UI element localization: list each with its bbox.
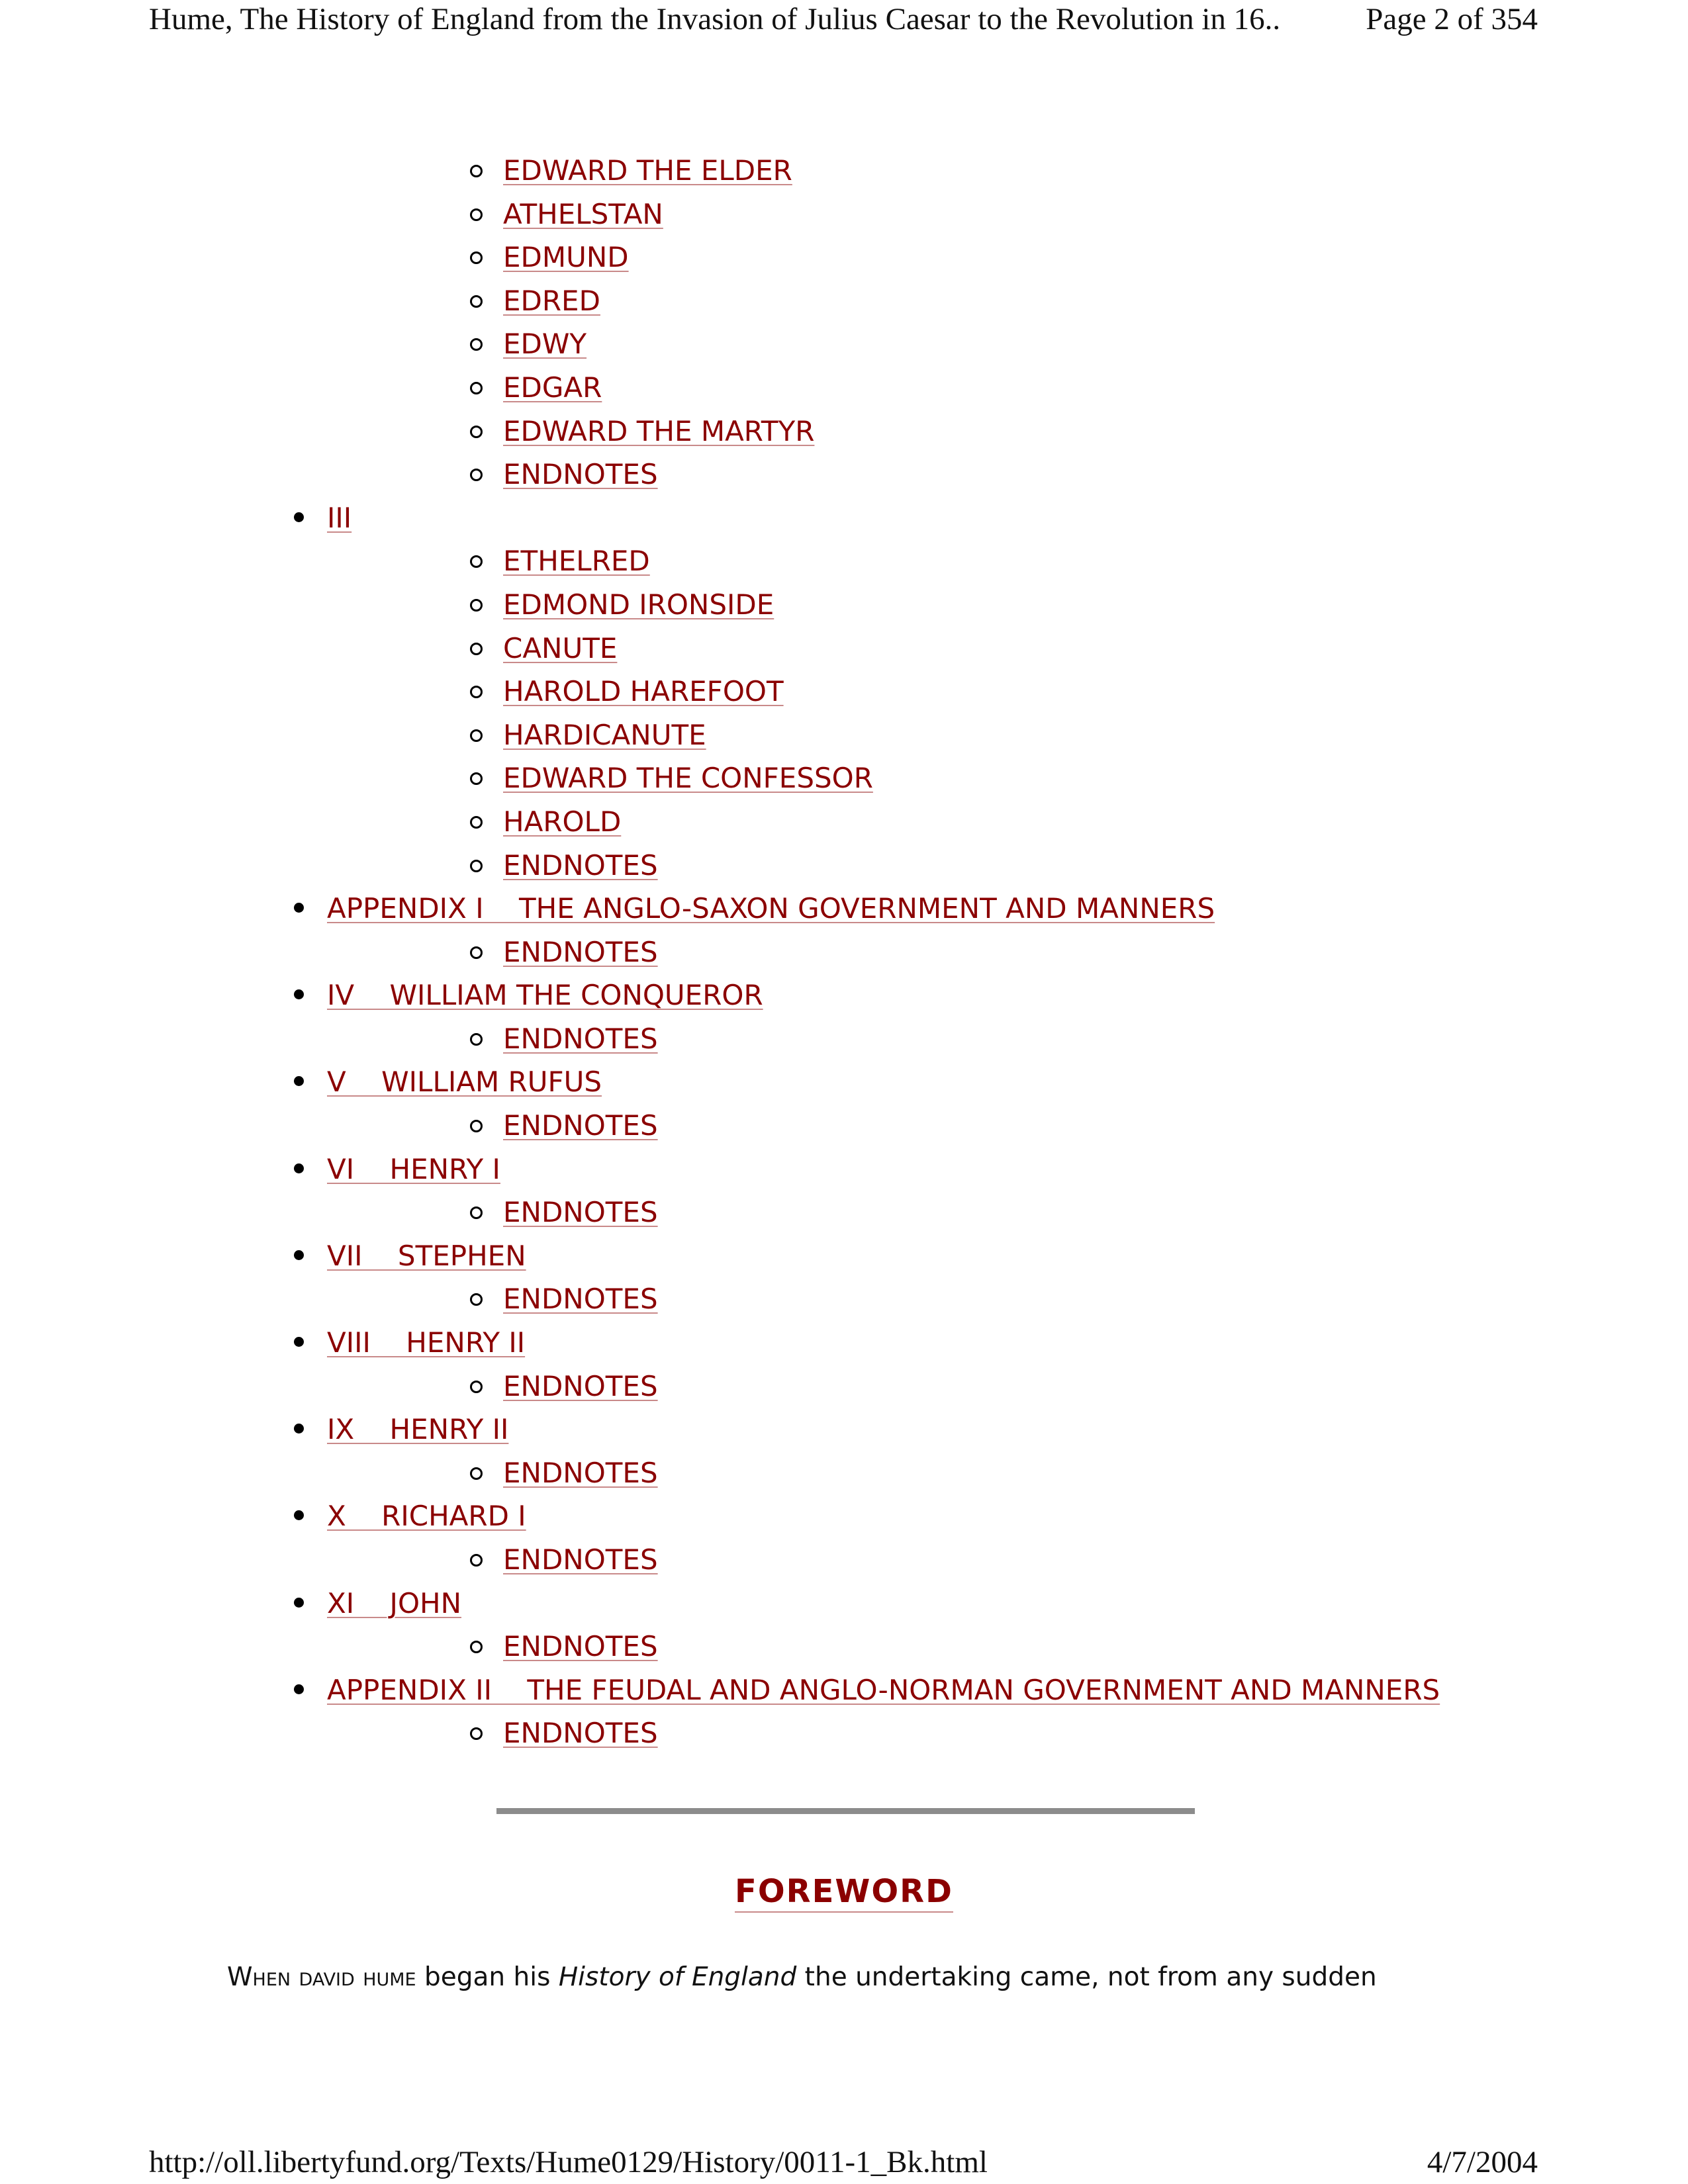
toc-subsection-item <box>0 152 1688 195</box>
toc-chapter-item <box>0 1497 1688 1541</box>
toc-link[interactable]: IX HENRY II <box>327 1413 509 1446</box>
hollow-bullet-icon <box>470 1641 483 1653</box>
toc-link[interactable]: ENDNOTES <box>503 1022 658 1055</box>
toc-link[interactable]: ENDNOTES <box>503 935 658 968</box>
toc-chapter-item <box>0 976 1688 1020</box>
filled-bullet-icon <box>294 1684 304 1694</box>
foreword-heading[interactable] <box>0 1873 1688 1910</box>
book-title-italic: History of England <box>558 1962 797 1992</box>
toc-link[interactable]: ENDNOTES <box>503 1283 658 1316</box>
toc-link[interactable]: HAROLD <box>503 805 622 838</box>
toc-subsection-item <box>0 195 1688 239</box>
toc-subsection-item <box>0 1280 1688 1324</box>
toc-link[interactable]: VIII HENRY II <box>327 1326 526 1359</box>
filled-bullet-icon <box>294 1076 304 1086</box>
filled-bullet-icon <box>294 1250 304 1260</box>
print-date: 4/7/2004 <box>1427 2145 1538 2179</box>
toc-subsection-item <box>0 846 1688 890</box>
toc-subsection-item <box>0 1454 1688 1498</box>
toc-link[interactable]: ENDNOTES <box>503 1369 658 1402</box>
filled-bullet-icon <box>294 989 304 999</box>
hollow-bullet-icon <box>470 816 483 829</box>
filled-bullet-icon <box>294 1163 304 1173</box>
toc-chapter-item <box>0 1410 1688 1454</box>
print-footer <box>0 2144 1688 2184</box>
toc-subsection-item <box>0 1107 1688 1150</box>
toc-link[interactable]: VI HENRY I <box>327 1152 500 1185</box>
toc-subsection-item <box>0 672 1688 716</box>
toc-subsection-item <box>0 1193 1688 1237</box>
hollow-bullet-icon <box>470 1554 483 1567</box>
toc-subsection-item <box>0 542 1688 586</box>
filled-bullet-icon <box>294 1424 304 1433</box>
toc-link[interactable]: CANUTE <box>503 631 618 664</box>
toc-link[interactable]: ETHELRED <box>503 545 650 578</box>
toc-link[interactable]: V WILLIAM RUFUS <box>327 1066 602 1099</box>
toc-link[interactable]: EDMUND <box>503 241 629 274</box>
toc-link[interactable]: ATHELSTAN <box>503 197 663 230</box>
toc-link[interactable]: ENDNOTES <box>503 1717 658 1750</box>
toc-link[interactable]: ENDNOTES <box>503 1456 658 1489</box>
hollow-bullet-icon <box>470 1727 483 1740</box>
toc-link[interactable]: EDRED <box>503 284 600 317</box>
hollow-bullet-icon <box>470 772 483 785</box>
toc-link[interactable]: EDWY <box>503 328 587 361</box>
toc-subsection-item <box>0 1541 1688 1584</box>
toc-chapter-item <box>0 1237 1688 1281</box>
hollow-bullet-icon <box>470 946 483 959</box>
toc-subsection-item <box>0 716 1688 760</box>
toc-subsection-item <box>0 1714 1688 1758</box>
toc-subsection-item <box>0 238 1688 282</box>
foreword-text-2: the undertaking came, not from any sudden <box>796 1962 1377 1992</box>
page-number: Page 2 of 354 <box>1366 2 1538 36</box>
toc-subsection-item <box>0 759 1688 803</box>
hollow-bullet-icon <box>470 426 483 438</box>
hollow-bullet-icon <box>470 1120 483 1132</box>
toc-subsection-item <box>0 325 1688 369</box>
hollow-bullet-icon <box>470 295 483 308</box>
hollow-bullet-icon <box>470 1206 483 1219</box>
toc-subsection-item <box>0 933 1688 977</box>
table-of-contents <box>0 152 1688 1758</box>
toc-link[interactable]: ENDNOTES <box>503 1543 658 1576</box>
toc-link[interactable]: ENDNOTES <box>503 1630 658 1663</box>
toc-chapter-item <box>0 1584 1688 1628</box>
toc-subsection-item <box>0 455 1688 499</box>
toc-link[interactable]: HARDICANUTE <box>503 718 706 751</box>
horizontal-rule <box>496 1808 1195 1814</box>
filled-bullet-icon <box>294 903 304 913</box>
hollow-bullet-icon <box>470 1381 483 1393</box>
filled-bullet-icon <box>294 1510 304 1520</box>
toc-link[interactable]: EDGAR <box>503 371 602 404</box>
toc-chapter-item <box>0 1063 1688 1107</box>
hollow-bullet-icon <box>470 599 483 612</box>
hollow-bullet-icon <box>470 165 483 177</box>
toc-link[interactable]: ENDNOTES <box>503 458 658 491</box>
toc-link[interactable]: EDWARD THE MARTYR <box>503 414 815 447</box>
toc-link[interactable]: VII STEPHEN <box>327 1239 526 1272</box>
hollow-bullet-icon <box>470 1293 483 1306</box>
hollow-bullet-icon <box>470 860 483 872</box>
lead-small-caps: When david hume <box>227 1962 416 1992</box>
toc-link[interactable]: APPENDIX II THE FEUDAL AND ANGLO-NORMAN GOVERNMENT AND MANNERS <box>327 1673 1440 1706</box>
foreword-heading-link[interactable]: FOREWORD <box>735 1873 953 1913</box>
hollow-bullet-icon <box>470 251 483 264</box>
toc-subsection-item <box>0 586 1688 629</box>
hollow-bullet-icon <box>470 1033 483 1046</box>
toc-chapter-item <box>0 1324 1688 1367</box>
document-title: Hume, The History of England from the Invasion of Julius Caesar to the Revolution in 16.. <box>149 2 1281 36</box>
toc-link[interactable]: ENDNOTES <box>503 1196 658 1229</box>
filled-bullet-icon <box>294 1337 304 1347</box>
toc-link[interactable]: APPENDIX I THE ANGLO-SAXON GOVERNMENT AND MANNERS <box>327 892 1215 925</box>
toc-link[interactable]: ENDNOTES <box>503 848 658 882</box>
toc-subsection-item <box>0 1627 1688 1671</box>
hollow-bullet-icon <box>470 208 483 221</box>
hollow-bullet-icon <box>470 338 483 351</box>
toc-subsection-item <box>0 369 1688 412</box>
toc-chapter-item <box>0 889 1688 933</box>
hollow-bullet-icon <box>470 643 483 655</box>
toc-link[interactable]: ENDNOTES <box>503 1109 658 1142</box>
toc-subsection-item <box>0 1367 1688 1411</box>
filled-bullet-icon <box>294 512 304 522</box>
toc-link[interactable]: XI JOHN <box>327 1586 462 1619</box>
toc-subsection-item <box>0 282 1688 326</box>
toc-subsection-item <box>0 412 1688 456</box>
hollow-bullet-icon <box>470 469 483 481</box>
toc-link[interactable]: HAROLD HAREFOOT <box>503 675 784 708</box>
toc-link[interactable]: EDWARD THE ELDER <box>503 154 792 187</box>
toc-link[interactable]: X RICHARD I <box>327 1500 526 1533</box>
hollow-bullet-icon <box>470 729 483 742</box>
filled-bullet-icon <box>294 1598 304 1608</box>
toc-subsection-item <box>0 629 1688 673</box>
foreword-text-1: began his <box>416 1962 559 1992</box>
toc-subsection-item <box>0 803 1688 846</box>
toc-link[interactable]: EDMOND IRONSIDE <box>503 588 774 621</box>
hollow-bullet-icon <box>470 382 483 394</box>
toc-link[interactable]: III <box>327 501 352 534</box>
toc-chapter-item <box>0 1150 1688 1194</box>
toc-link[interactable]: EDWARD THE CONFESSOR <box>503 762 873 795</box>
page-url: http://oll.libertyfund.org/Texts/Hume0129/History/0011-1_Bk.html <box>149 2145 988 2179</box>
hollow-bullet-icon <box>470 686 483 698</box>
toc-link[interactable]: IV WILLIAM THE CONQUEROR <box>327 979 763 1012</box>
toc-chapter-item <box>0 499 1688 543</box>
toc-chapter-item <box>0 1671 1688 1715</box>
print-header <box>0 0 1688 46</box>
hollow-bullet-icon <box>470 555 483 568</box>
toc-subsection-item <box>0 1020 1688 1064</box>
hollow-bullet-icon <box>470 1467 483 1480</box>
foreword-paragraph <box>227 1962 1377 1992</box>
